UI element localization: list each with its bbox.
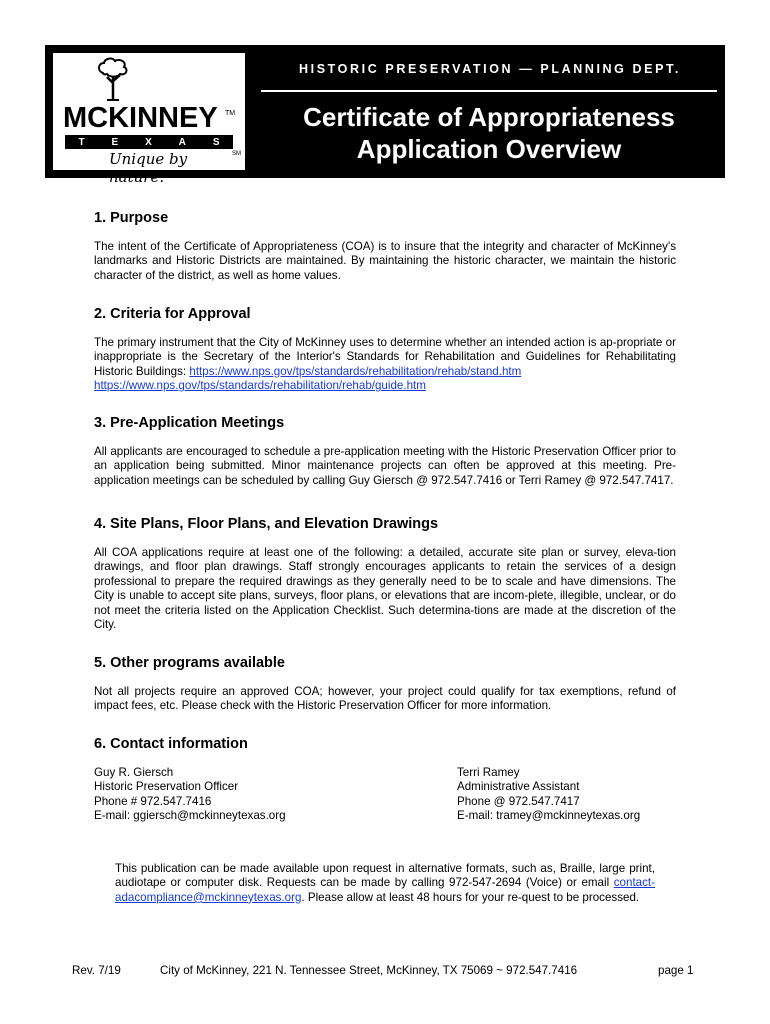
- department-label: HISTORIC PRESERVATION — PLANNING DEPT.: [299, 62, 681, 76]
- guidelines-link[interactable]: https://www.nps.gov/tps/standards/rehabilitation/rehab/guide.htm: [94, 379, 426, 393]
- texas-letter: S: [212, 136, 220, 148]
- contact-role: Administrative Assistant: [457, 780, 580, 794]
- contact-name: Terri Ramey: [457, 766, 520, 779]
- texas-letter: X: [145, 136, 152, 148]
- logo-tagline: Unique by nature.: [109, 150, 188, 186]
- notice-text-after: . Please allow at least 48 hours for your re-quest to be processed.: [301, 890, 640, 904]
- logo-texas-bar: [65, 135, 233, 149]
- servicemark: SM: [232, 151, 241, 157]
- contact-role: Historic Preservation Officer: [94, 780, 239, 794]
- tree-logo-icon: [93, 57, 133, 101]
- texas-letter: T: [78, 136, 85, 148]
- section-body-other-programs: Not all projects require an approved COA; however, your project could qualify for tax exemptions, refund of impact fees, etc. Please check with the Historic Preservation Officer for more information.: [94, 685, 676, 713]
- contact-email: E-mail: tramey@mckinneytexas.org: [457, 809, 641, 823]
- contact-name: Guy R. Giersch: [94, 766, 174, 779]
- section-body-criteria: [94, 336, 676, 394]
- texas-letter: A: [178, 136, 186, 148]
- section-body-drawings: All COA applications require at least one of the following: a detailed, accurate site plan or survey, eleva-tion drawings, and floor plan drawings. Staff strongly encourages applicants to retain the services of a design professional to prepare the required drawings as they generally need to be to scale and have dimensions. The City is unable to accept site plans, surveys, floor plans, or elevations that are incom-plete, illegible, unclear, or do not meet the criteria listed on the Application Checklist. Such determina-tions are made at the discretion of the City.: [94, 546, 676, 632]
- footer-revision: Rev. 7/19: [72, 964, 121, 977]
- contact-phone: Phone # 972.547.7416: [94, 794, 212, 808]
- section-heading-criteria: 2. Criteria for Approval: [94, 306, 251, 322]
- logo-wordmark: MCKINNEY: [63, 102, 218, 134]
- section-body-purpose: The intent of the Certificate of Appropriateness (COA) is to insure that the integrity and character of McKinney's landmarks and Historic Districts are maintained. By maintaining the historic character, we maintain the historic character of the district, as well as home values.: [94, 240, 676, 282]
- header-banner: [45, 45, 725, 186]
- contact-card-ramey: [457, 766, 640, 824]
- section-heading-drawings: 4. Site Plans, Floor Plans, and Elevation Drawings: [94, 516, 439, 532]
- section-heading-pre-application: 3. Pre-Application Meetings: [94, 415, 285, 431]
- mckinney-logo: [53, 53, 245, 186]
- section-heading-purpose: 1. Purpose: [94, 210, 169, 226]
- criteria-text: The primary instrument that the City of McKinney uses to determine whether an intended action is ap-propriate or inappropriate is the Secretary of the Interior's Standards for Rehabilitation and Guidelines for Rehabilitating Historic Buildings:: [94, 336, 676, 378]
- section-heading-contact: 6. Contact information: [94, 736, 248, 752]
- footer-address: City of McKinney, 221 N. Tennessee Street, McKinney, TX 75069 ~ 972.547.7416: [160, 964, 578, 977]
- section-heading-other-programs: 5. Other programs available: [94, 655, 285, 671]
- footer-page-number: page 1: [658, 964, 694, 977]
- title-line-1: Certificate of Appropriateness: [303, 102, 675, 132]
- notice-text-before: This publication can be made available upon request in alternative formats, such as, Braille, large print, audiotape or computer disk. Requests can be made by calling 972-547-2694 (Voice) or email: [115, 862, 655, 890]
- contact-card-giersch: [94, 766, 286, 824]
- texas-letter: E: [111, 136, 119, 148]
- contact-email: E-mail: ggiersch@mckinneytexas.org: [94, 809, 286, 823]
- page-title: [261, 101, 717, 165]
- accessibility-notice: [115, 862, 655, 905]
- section-body-pre-application: All applicants are encouraged to schedule a pre-application meeting with the Historic Preservation Officer prior to an application being submitted. Minor maintenance projects can often be approved at this meeting. Pre-application meetings can be scheduled by calling Guy Giersch @ 972.547.7416 or Terri Ramey @ 972.547.7417.: [94, 445, 676, 487]
- header-divider: [261, 90, 717, 92]
- contact-phone: Phone @ 972.547.7417: [457, 794, 580, 808]
- standards-link[interactable]: https://www.nps.gov/tps/standards/rehabilitation/rehab/stand.htm: [189, 364, 522, 378]
- ada-email-link[interactable]: contact-adacompliance@mckinneytexas.org: [115, 876, 655, 904]
- trademark-mark: TM: [225, 110, 236, 117]
- title-line-2: Application Overview: [356, 134, 622, 164]
